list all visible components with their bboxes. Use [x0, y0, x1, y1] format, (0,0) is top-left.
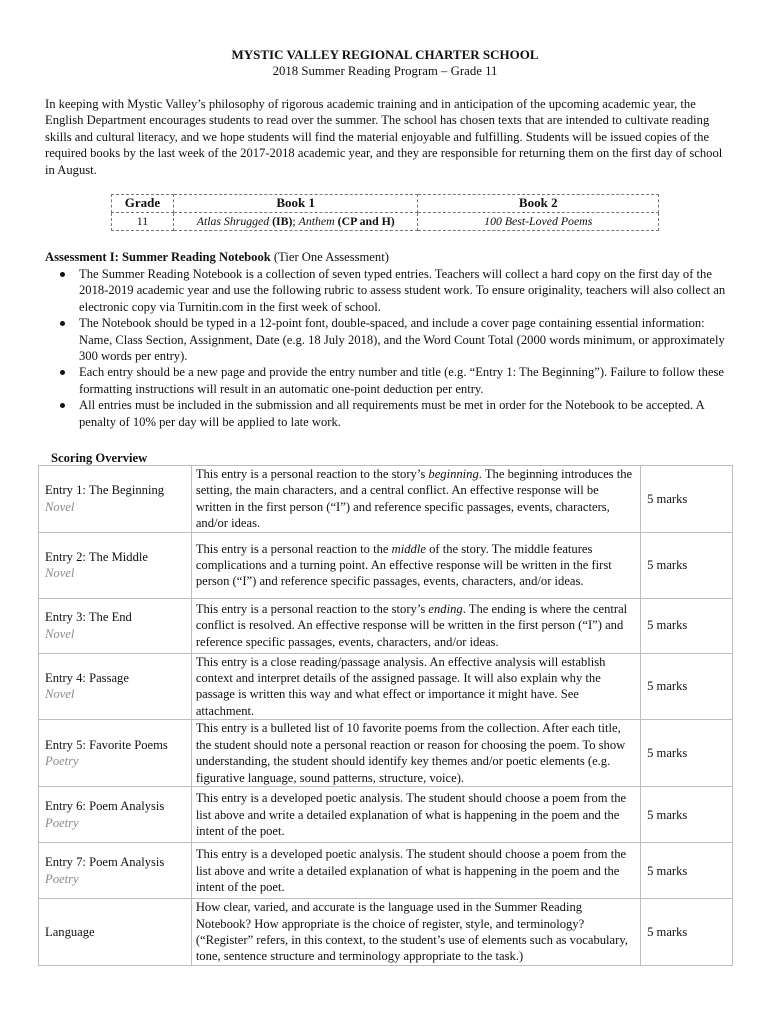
scoring-table: [38, 465, 733, 966]
marks-cell: 5 marks: [641, 466, 733, 533]
entry-title: Entry 3: The End: [45, 610, 132, 625]
bullet-text: All entries must be included in the submission and all requirements must be met in order for the Notebook to be accepted. A penalty of 10% per day will be applied to late work.: [79, 398, 704, 429]
table-row: [39, 899, 733, 966]
marks-cell: 5 marks: [641, 787, 733, 843]
description-cell: [191, 787, 640, 843]
entry-genre: Novel: [45, 566, 75, 581]
books-table: [111, 194, 659, 231]
entry-genre: Novel: [45, 687, 75, 702]
bullet-text: Each entry should be a new page and provide the entry number and title (e.g. “Entry 1: The Beginning”). Failure to follow these formatting instructions will result in an automatic one-point deduction per entry.: [79, 365, 725, 396]
school-title: MYSTIC VALLEY REGIONAL CHARTER SCHOOL: [231, 47, 539, 62]
book1-cell: [173, 213, 418, 231]
desc-text: How clear, varied, and accurate is the language used in the Summer Reading Notebook? How appropriate is the choice of register, style, and terminology? (“Register” refers, in this context, to the student’s use of elements such as vocabulary, tone, sentence structure and terminology appropriate to the task.): [195, 900, 628, 964]
entry-title: Entry 1: The Beginning: [45, 483, 165, 498]
entry-cell: [39, 466, 192, 533]
desc-emphasis: beginning: [428, 467, 479, 481]
book1-sep: ;: [292, 214, 299, 229]
list-item: [45, 364, 735, 397]
table-row: [39, 532, 733, 598]
entry-cell: [39, 843, 192, 899]
book1-title-b: Anthem: [298, 214, 335, 229]
assessment-bullets: [45, 266, 735, 430]
header-book1: Book 1: [173, 195, 418, 213]
description-cell: [191, 720, 640, 787]
description-cell: [191, 532, 640, 598]
list-item: [45, 315, 735, 364]
assessment-heading: [45, 249, 389, 265]
books-table-row: [112, 213, 659, 231]
desc-emphasis: middle: [391, 541, 426, 556]
bullet-icon: [60, 403, 65, 408]
entry-cell: [39, 532, 192, 598]
description-cell: [191, 843, 640, 899]
marks-cell: 5 marks: [641, 653, 733, 720]
entry-title: Language: [45, 924, 95, 939]
table-row: [39, 466, 733, 533]
entry-title: Entry 5: Favorite Poems: [45, 737, 168, 752]
table-row: [39, 720, 733, 787]
marks-cell: 5 marks: [641, 720, 733, 787]
grade-value: 11: [136, 214, 149, 229]
table-row: [39, 653, 733, 720]
header-grade: Grade: [112, 195, 174, 213]
bullet-icon: [60, 321, 65, 326]
entry-cell: [39, 653, 192, 720]
table-row: [39, 787, 733, 843]
scoring-heading: Scoring Overview: [51, 451, 148, 465]
desc-text: This entry is a personal reaction to the story’s: [195, 602, 429, 617]
marks-cell: 5 marks: [641, 899, 733, 966]
desc-emphasis: ending: [428, 602, 463, 617]
entry-title: Entry 7: Poem Analysis: [45, 855, 165, 870]
marks-cell: 5 marks: [641, 598, 733, 653]
entry-genre: Novel: [45, 499, 75, 514]
entry-genre: Poetry: [45, 754, 79, 769]
book1-tag-a: (IB): [269, 214, 293, 229]
book2-cell: 100 Best-Loved Poems: [418, 213, 659, 231]
desc-text: This entry is a developed poetic analysis. The student should choose a poem from the list above and write a detailed explanation of what is happening in the poem and the intent of the poet.: [195, 791, 627, 838]
list-item: [45, 397, 735, 430]
desc-text: This entry is a personal reaction to the story’s: [195, 467, 429, 481]
assessment-title: Assessment I: Summer Reading Notebook: [45, 250, 271, 264]
header-book2: Book 2: [418, 195, 659, 213]
description-cell: [191, 899, 640, 966]
bullet-text: The Notebook should be typed in a 12-point font, double-spaced, and include a cover page containing essential information: Name, Class Section, Assignment, Date (e.g. 18 July 2018), and the Word Count Total (2000 words minimum, or approximately 300 words per entry).: [79, 316, 725, 364]
desc-text: . The ending is where the central conflict is resolved. An effective response will be written in the first person (“I”) and reference specific passages, events, characters, and/or ideas.: [195, 602, 628, 649]
desc-text: of the story. The middle features complications and a turning point. An effective response will be written in the first person (“I”) and reference specific passages, events, characters, and/or ideas.: [195, 541, 612, 589]
entry-genre: Poetry: [45, 871, 79, 886]
entry-cell: [39, 720, 192, 787]
description-cell: [191, 466, 640, 533]
table-row: [39, 843, 733, 899]
desc-text: This entry is a close reading/passage analysis. An effective analysis will establish context and interpret details of the assigned passage. It will also explain why the passage is written this way and what effect or importance it might have. See attachment.: [195, 654, 606, 718]
book1-title-a: Atlas Shrugged: [196, 214, 270, 229]
entry-cell: [39, 787, 192, 843]
entry-title: Entry 4: Passage: [45, 671, 129, 686]
assessment-note: (Tier One Assessment): [270, 250, 389, 264]
entry-title: Entry 2: The Middle: [45, 549, 148, 564]
description-cell: [191, 653, 640, 720]
entry-genre: Novel: [45, 626, 75, 641]
table-row: [39, 598, 733, 653]
entry-cell: [39, 598, 192, 653]
bullet-text: The Summer Reading Notebook is a collection of seven typed entries. Teachers will collect a hard copy on the first day of the 2018-2019 academic year and use the following rubric to assess student work. To ensure originality, teachers will also collect an electronic copy via Turnitin.com in the first week of school.: [79, 267, 726, 314]
book1-tag-b: (CP and H): [334, 214, 395, 229]
marks-cell: 5 marks: [641, 843, 733, 899]
bullet-icon: [60, 272, 65, 277]
intro-paragraph: In keeping with Mystic Valley’s philosophy of rigorous academic training and in anticipation of the upcoming academic year, the English Department encourages students to read over the summer. The school has chosen texts that are intended to cultivate reading skills and cultural literacy, and we hope students will find the material enjoyable and fulfilling. Students will be issued copies of the required books by the last week of the 2017-2018 academic year, and they are responsible for returning them on the first day of school in August.: [45, 97, 723, 177]
desc-text: . The beginning introduces the setting, the main characters, and a central conflict. An effective response will be written in the first person (“I”) and reference specific passages, events, characters, and/or ideas.: [195, 467, 633, 531]
desc-text: This entry is a bulleted list of 10 favorite poems from the collection. After each title, the student should note a personal reaction or reason for choosing the poem. To show understanding, the student should identify key themes and/or poetic elements (e.g. figurative language, sound patterns, structure, voice).: [195, 721, 626, 785]
desc-text: This entry is a developed poetic analysis. The student should choose a poem from the list above and write a detailed explanation of what is happening in the poem and the intent of the poet.: [195, 847, 627, 894]
list-item: [45, 266, 735, 315]
desc-text: This entry is a personal reaction to the: [195, 541, 392, 556]
marks-cell: 5 marks: [641, 532, 733, 598]
bullet-icon: [60, 370, 65, 375]
entry-cell: [39, 899, 192, 966]
description-cell: [191, 598, 640, 653]
entry-title: Entry 6: Poem Analysis: [45, 799, 165, 814]
books-table-header: [112, 195, 659, 213]
entry-genre: Poetry: [45, 815, 79, 830]
program-subtitle: 2018 Summer Reading Program – Grade 11: [272, 64, 498, 78]
grade-cell: [112, 213, 174, 231]
